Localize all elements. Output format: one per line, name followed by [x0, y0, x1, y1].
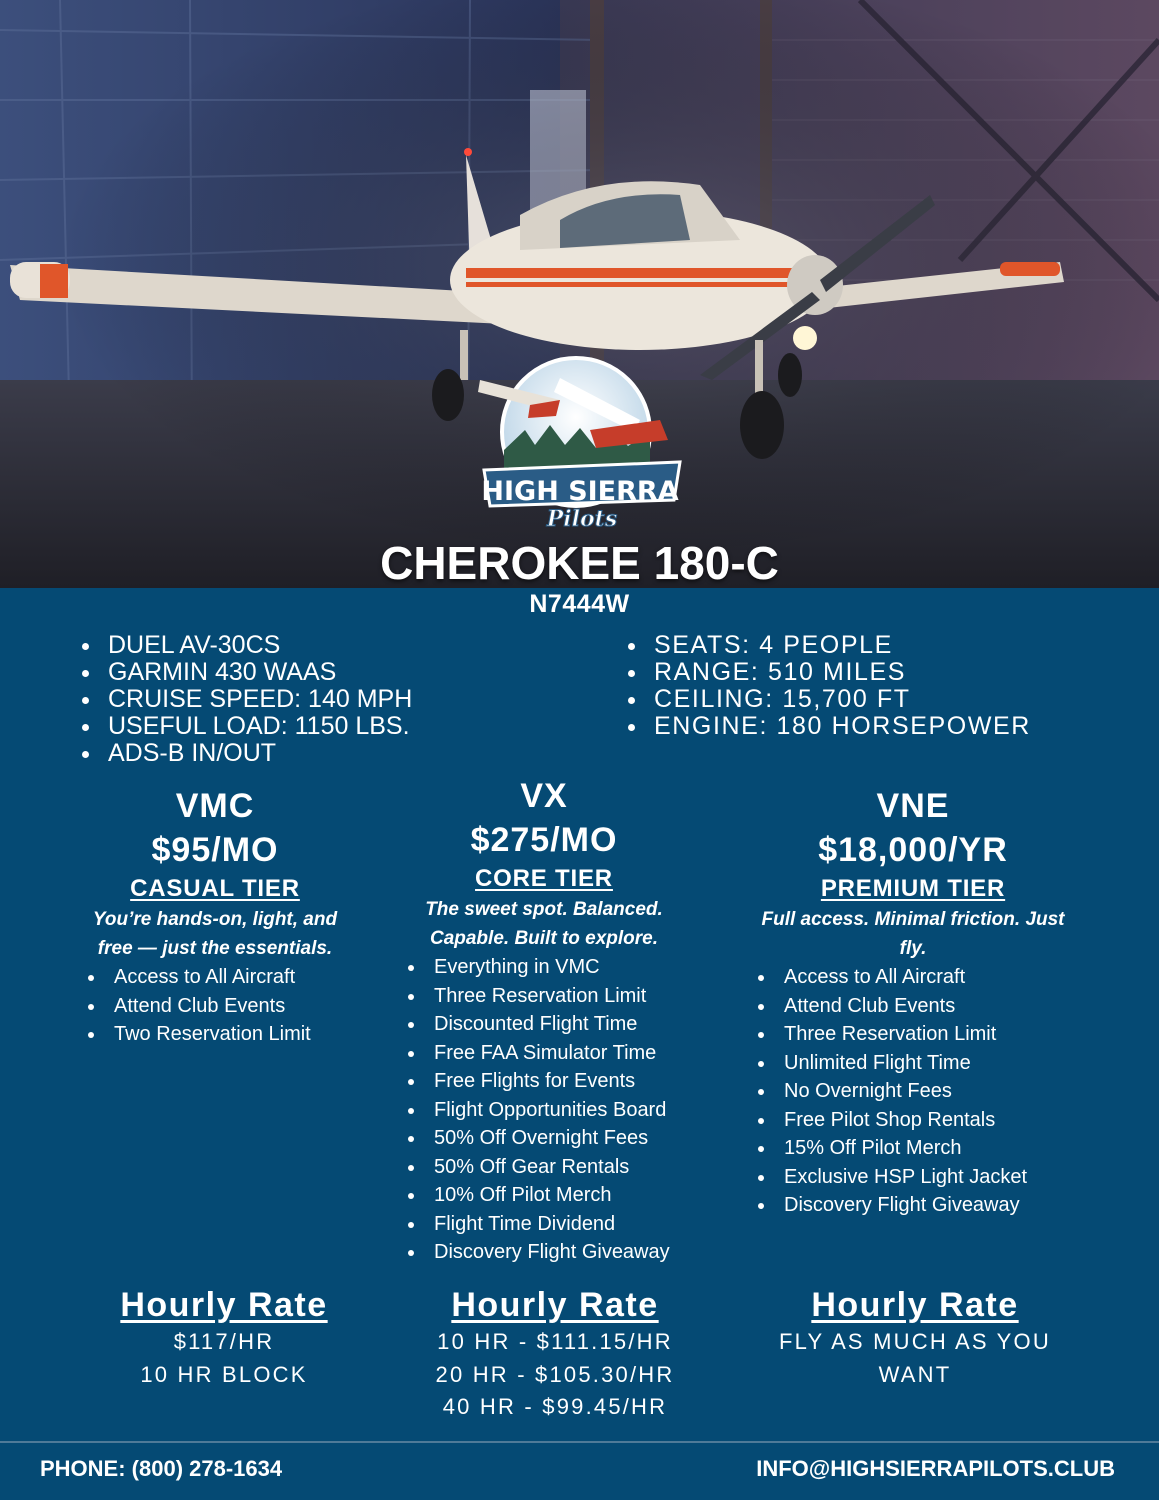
tier-description [80, 906, 350, 963]
spec-item: GARMIN 430 WAAS [80, 659, 412, 686]
feature-item: 15% Off Pilot Merch [754, 1134, 1076, 1163]
tier-label: CASUAL TIER [130, 875, 300, 902]
hourly-rate-vmc [94, 1284, 354, 1391]
hourly-rate-title: Hourly Rate [451, 1286, 659, 1324]
hourly-rate-line: 20 HR - $105.30/HR [435, 1361, 675, 1387]
hourly-rate-title: Hourly Rate [811, 1286, 1019, 1324]
feature-item: Two Reservation Limit [84, 1020, 350, 1049]
tier-description-line: The sweet spot. Balanced. [425, 899, 663, 920]
hero-photo [0, 0, 1159, 588]
tier-description-line: free — just the essentials. [97, 937, 333, 959]
tier-price: $18,000/YR [818, 831, 1008, 869]
email-contact[interactable]: INFO@HIGHSIERRAPILOTS.CLUB [756, 1456, 1115, 1481]
footer-divider [0, 1441, 1159, 1443]
tier-description [750, 906, 1076, 963]
feature-item: Unlimited Flight Time [754, 1049, 1076, 1078]
specs-right-list [626, 632, 1031, 740]
feature-item: No Overnight Fees [754, 1077, 1076, 1106]
feature-item: Access to All Aircraft [754, 963, 1076, 992]
feature-item: Free Flights for Events [404, 1067, 682, 1096]
feature-item: Attend Club Events [754, 992, 1076, 1021]
tier-price: $275/MO [470, 821, 618, 859]
tier-label: CORE TIER [475, 865, 613, 892]
feature-item: Discovery Flight Giveaway [754, 1191, 1076, 1220]
tail-number: N7444W [529, 590, 630, 618]
phone-contact[interactable]: PHONE: (800) 278-1634 [40, 1456, 283, 1481]
feature-item: Three Reservation Limit [404, 982, 682, 1011]
tier-label: PREMIUM TIER [820, 875, 1006, 902]
logo-line2: Pilots [546, 506, 618, 532]
tier-feature-list [404, 953, 682, 1267]
hourly-rate-line: 10 HR - $111.15/HR [437, 1329, 673, 1354]
feature-item: Flight Time Dividend [404, 1210, 682, 1239]
feature-item: Free Pilot Shop Rentals [754, 1106, 1076, 1135]
hourly-rate-line: $117/HR [173, 1329, 275, 1354]
feature-item: Discovery Flight Giveaway [404, 1238, 682, 1267]
feature-item: Discounted Flight Time [404, 1010, 682, 1039]
feature-item: Exclusive HSP Light Jacket [754, 1163, 1076, 1192]
feature-item: Three Reservation Limit [754, 1020, 1076, 1049]
aircraft-hangar-illustration [0, 0, 1159, 588]
tier-name: VX [520, 777, 568, 815]
spec-item: CRUISE SPEED: 140 MPH [80, 686, 412, 713]
hourly-rate-vne [770, 1284, 1060, 1391]
feature-item: 10% Off Pilot Merch [404, 1181, 682, 1210]
feature-item: Everything in VMC [404, 953, 682, 982]
spec-item: RANGE: 510 MILES [626, 659, 1031, 686]
tier-feature-list [754, 963, 1076, 1220]
aircraft-model-title: CHEROKEE 180-C [380, 537, 779, 588]
feature-item: Flight Opportunities Board [404, 1096, 682, 1125]
spec-item: DUEL AV-30CS [80, 632, 412, 659]
feature-item: Access to All Aircraft [84, 963, 350, 992]
hourly-rate-line: 10 HR BLOCK [140, 1361, 308, 1387]
hourly-rate-vx [420, 1284, 690, 1424]
hourly-rate-title: Hourly Rate [120, 1286, 328, 1324]
hourly-rate-line: 40 HR - $99.45/HR [442, 1394, 668, 1419]
feature-item: 50% Off Overnight Fees [404, 1124, 682, 1153]
spec-item: CEILING: 15,700 FT [626, 686, 1031, 713]
tier-description-line: You’re hands-on, light, and [92, 909, 338, 930]
spec-item: ADS-B IN/OUT [80, 740, 412, 767]
spec-item: ENGINE: 180 HORSEPOWER [626, 713, 1031, 740]
spec-item: USEFUL LOAD: 1150 LBS. [80, 713, 412, 740]
tier-vmc [80, 784, 350, 1049]
logo-line1: HIGH SIERRA [481, 476, 679, 507]
feature-item: Attend Club Events [84, 992, 350, 1021]
tier-vx [406, 774, 682, 1267]
tier-description-line: Full access. Minimal friction. Just fly. [761, 909, 1065, 959]
tier-feature-list [84, 963, 350, 1049]
tier-name: VNE [876, 787, 950, 825]
spec-item: SEATS: 4 PEOPLE [626, 632, 1031, 659]
tier-description-line: Capable. Built to explore. [429, 927, 659, 949]
feature-item: Free FAA Simulator Time [404, 1039, 682, 1068]
tier-vne [750, 784, 1076, 1220]
specs-left-list [80, 632, 412, 767]
tier-price: $95/MO [151, 831, 279, 869]
hourly-rate-line: WANT [878, 1361, 952, 1387]
tier-description [406, 896, 682, 953]
hourly-rate-line: FLY AS MUCH AS YOU [779, 1329, 1051, 1354]
tier-name: VMC [175, 787, 255, 825]
feature-item: 50% Off Gear Rentals [404, 1153, 682, 1182]
